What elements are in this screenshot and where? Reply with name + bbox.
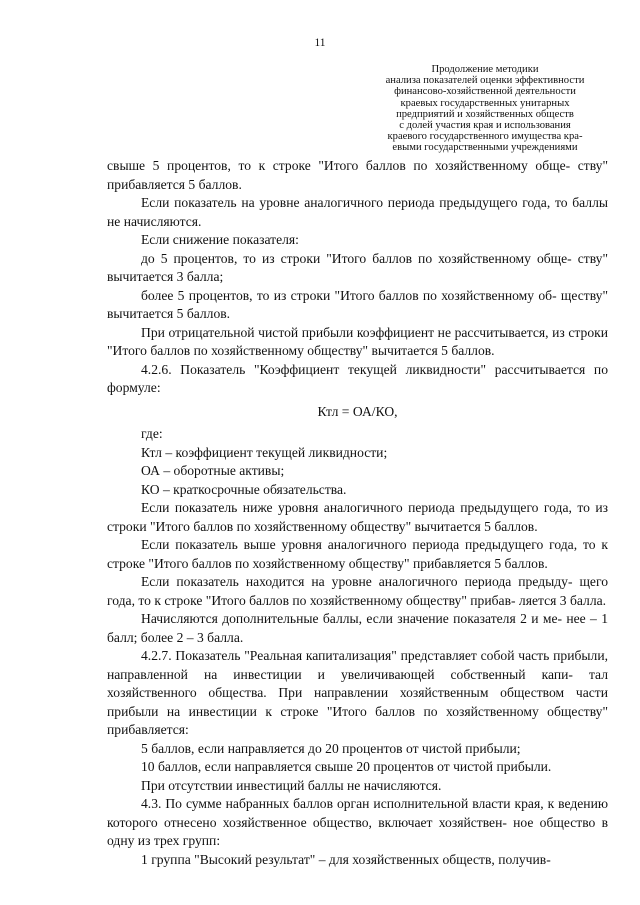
formula: Ктл = ОА/КО, [317, 403, 398, 419]
paragraph: Если показатель на уровне аналогичного периода предыдущего года, то баллы не начисляются. [107, 195, 608, 229]
paragraph: свыше 5 процентов, то к строке "Итого баллов по хозяйственному обще- ству" прибавляется 5 баллов. [107, 158, 608, 192]
header-note [355, 64, 615, 154]
header-note-line: финансово-хозяйственной деятельности [394, 86, 576, 98]
paragraph: более 5 процентов, то из строки "Итого баллов по хозяйственному об- ществу" вычитается 5 баллов. [107, 287, 608, 321]
header-note-line: с долей участия края и использования [399, 120, 571, 132]
body-text [107, 157, 608, 869]
paragraph: 10 баллов, если направляется свыше 20 процентов от чистой прибыли. [141, 759, 552, 774]
paragraph: Если снижение показателя: [141, 232, 299, 247]
header-note-line: Продолжение методики [431, 64, 539, 75]
paragraph: Начисляются дополнительные баллы, если значение показателя 2 и ме- нее – 1 балл; более 2 – 3 балла. [107, 611, 608, 645]
paragraph: 1 группа "Высокий результат" – для хозяйственных обществ, получив- [141, 851, 551, 867]
paragraph: 4.3. По сумме набранных баллов орган исполнительной власти края, к ведению которого отнесено хозяйственное общество, включает хозяйствен- ное общество в одну из трех групп: [107, 796, 608, 848]
header-note-line: анализа показателей оценки эффективности [385, 75, 585, 87]
page-number: 11 [314, 37, 326, 49]
header-note-line: краевых государственных унитарных [400, 97, 570, 109]
header-note-line: евыми государственными учреждениями [392, 142, 578, 154]
paragraph: Если показатель ниже уровня аналогичного периода предыдущего года, то из строки "Итого баллов по хозяйственному обществу" вычитается 5 баллов. [107, 500, 608, 534]
paragraph: КО – краткосрочные обязательства. [141, 481, 347, 497]
header-note-line: краевого государственного имущества кра- [387, 131, 583, 143]
paragraph: При отрицательной чистой прибыли коэффициент не рассчитывается, из строки "Итого баллов по хозяйственному обществу" вычитается 5 баллов. [107, 324, 608, 358]
paragraph: 4.2.6. Показатель "Коэффициент текущей ликвидности" рассчитывается по формуле: [107, 361, 608, 395]
paragraph: При отсутствии инвестиций баллы не начисляются. [141, 777, 442, 793]
header-note-line: предприятий и хозяйственных обществ [396, 108, 574, 120]
paragraph: Если показатель находится на уровне аналогичного периода предыду- щего года, то к строке "Итого баллов по хозяйственному обществу" прибав- ляется 3 балла. [107, 574, 608, 608]
paragraph: Ктл – коэффициент текущей ликвидности; [141, 444, 388, 460]
paragraph: Если показатель выше уровня аналогичного периода предыдущего года, то к строке "Итого баллов по хозяйственному обществу" прибавляется 5 баллов. [107, 537, 608, 571]
paragraph: 5 баллов, если направляется до 20 процентов от чистой прибыли; [141, 740, 521, 756]
paragraph: 4.2.7. Показатель "Реальная капитализация" представляет собой часть прибыли, направленной на инвестиции и увеличивающей собственный капи- тал хозяйственного общества. При направлении хозяйственным обществом части прибыли на инвестиции к строке "Итого баллов по хозяйственному обществу" прибавляется: [107, 648, 608, 737]
paragraph: до 5 процентов, то из строки "Итого баллов по хозяйственному обще- ству" вычитается 3 балла; [107, 250, 608, 284]
paragraph: где: [141, 426, 163, 441]
paragraph: ОА – оборотные активы; [141, 463, 285, 478]
